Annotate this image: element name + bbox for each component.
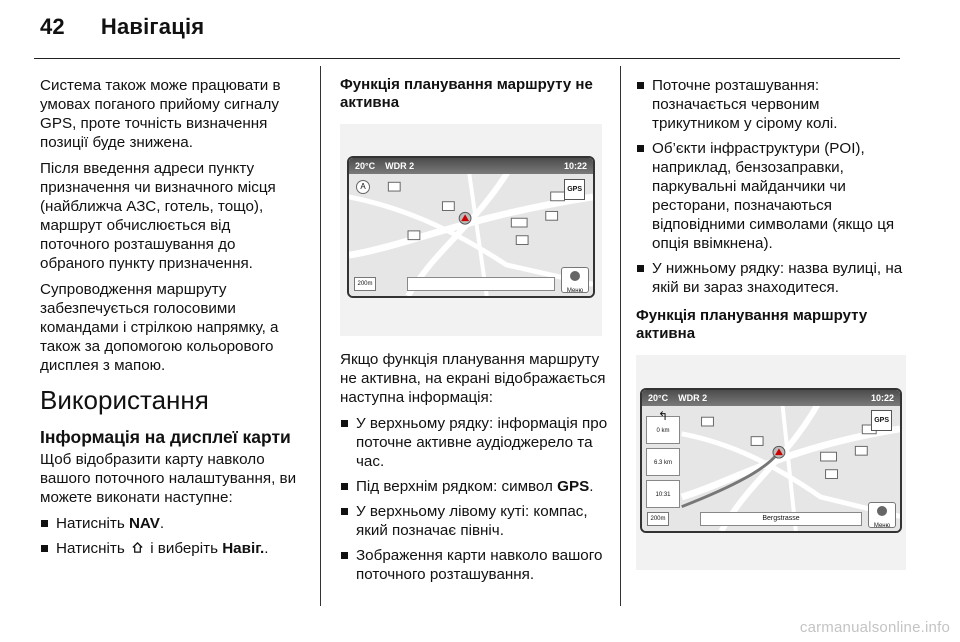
list-item: У нижньому рядку: назва вулиці, на якій ви зараз знаходитеся. — [636, 259, 908, 297]
map-graphic — [642, 390, 900, 531]
column-1 — [40, 76, 302, 564]
column-3 — [636, 76, 908, 584]
eta-info: 10:31 — [646, 480, 680, 508]
map-screen — [640, 388, 902, 533]
page-title: Навігація — [100, 14, 205, 39]
intro-paragraph: Щоб відобразити карту навколо вашого поточного налаштування, ви можете виконати наступне: — [40, 451, 297, 506]
menu-button[interactable]: Меню — [868, 502, 896, 528]
heading-inactive: Функція планування маршруту не активна — [340, 76, 593, 111]
menu-icon — [570, 271, 580, 281]
paragraph-gps: Система також може працювати в умовах поганого прийому сигналу GPS, проте точність визначення позиції буде знижена. — [40, 77, 281, 151]
paragraph-inactive-info: Якщо функція планування маршруту не активна, на екрані відображається наступна інформація: — [340, 351, 606, 406]
info-list — [340, 414, 608, 584]
map-top-bar — [642, 390, 900, 406]
map-graphic — [349, 158, 593, 296]
turn-arrow-icon: ↰ — [657, 409, 669, 423]
radio-station: WDR 2 — [678, 392, 708, 403]
clock: 10:22 — [870, 392, 894, 403]
section-title: Використання — [40, 385, 209, 415]
heading-active: Функція планування маршруту активна — [636, 307, 868, 342]
page-number: 42 — [40, 14, 65, 39]
info-list-continued — [636, 76, 908, 297]
map-screenshot-inactive — [340, 124, 602, 336]
home-icon — [131, 540, 144, 553]
map-scale: 200m — [647, 512, 669, 526]
gps-badge: GPS — [871, 410, 892, 431]
steps-list — [40, 514, 302, 558]
navig-key: Навіг. — [222, 540, 265, 557]
street-name-bar: Bergstrasse — [700, 512, 862, 526]
map-screen — [347, 156, 595, 298]
list-item: Об’єкти інфраструктури (POI), наприклад, бензозаправки, паркувальні майданчики чи ресторани, позначаються відповідними символами (якщо ця опція ввімкнена). — [636, 139, 908, 253]
map-scale: 200m — [354, 277, 376, 291]
guidance-panel — [646, 409, 680, 509]
map-top-bar — [349, 158, 593, 174]
compass-icon: A — [356, 180, 370, 194]
distance-info: 6.3 km — [646, 448, 680, 476]
nav-key: NAV — [128, 515, 160, 532]
list-item: Поточне розташування: позначається червоним трикутником у сірому колі. — [636, 76, 908, 133]
gps-key: GPS — [557, 478, 590, 495]
column-divider-2 — [620, 66, 621, 606]
list-item: Зображення карти навколо вашого поточного розташування. — [340, 546, 608, 584]
radio-station: WDR 2 — [385, 160, 415, 171]
temperature: 20°C — [355, 160, 376, 171]
menu-button[interactable]: Меню — [561, 267, 589, 293]
list-item: Натисніть і виберіть Навіг.. — [40, 539, 302, 558]
subsection-title: Інформація на дисплеї карти — [40, 427, 291, 447]
list-item: Під верхнім рядком: символ GPS. — [340, 477, 608, 496]
gps-badge: GPS — [564, 179, 585, 200]
temperature: 20°C — [648, 392, 669, 403]
page-header — [40, 14, 204, 54]
column-divider-1 — [320, 66, 321, 606]
clock: 10:22 — [563, 160, 587, 171]
list-item: У верхньому лівому куті: компас, який позначає північ. — [340, 502, 608, 540]
header-rule — [34, 58, 900, 59]
watermark: carmanualsonline.info — [799, 619, 950, 636]
street-bar — [407, 277, 555, 291]
list-item: Натисніть NAV. — [40, 514, 302, 533]
turn-info: ↰ 0 km — [646, 416, 680, 444]
map-screenshot-active — [636, 355, 906, 570]
paragraph-route: Після введення адреси пункту призначення чи визначного місця (найближча АЗС, готель, тощо), маршрут обчислюється від поточного розташування до обраного пункту призначення. — [40, 160, 276, 272]
list-item: У верхньому рядку: інформація про поточне активне аудіоджерело та час. — [340, 414, 608, 471]
paragraph-guidance: Супроводження маршруту забезпечується голосовими командами і стрілкою напрямку, а також за допомогою кольорового дисплея з мапою. — [40, 281, 279, 374]
column-2 — [340, 76, 608, 590]
menu-icon — [877, 506, 887, 516]
